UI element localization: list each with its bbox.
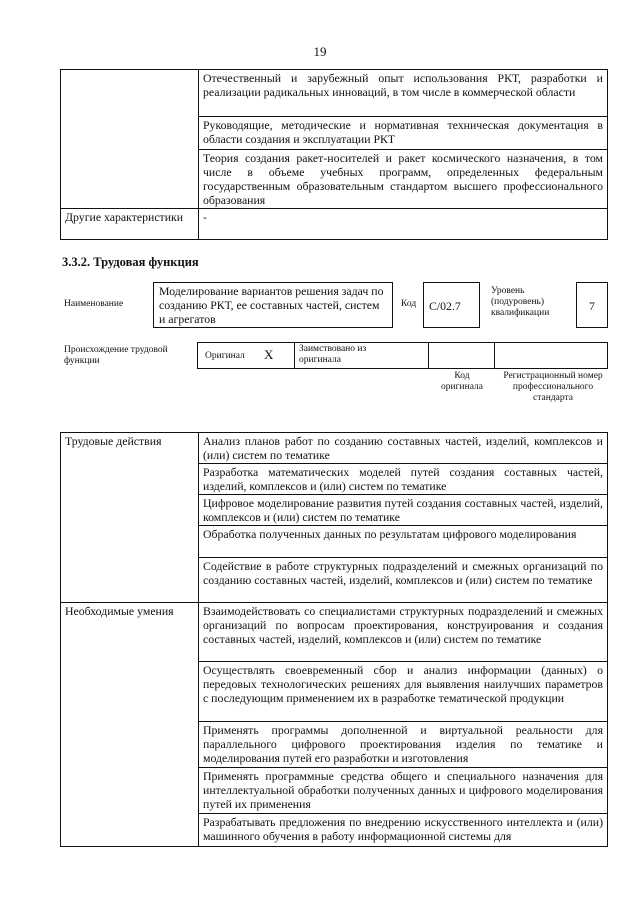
reg-number-caption: Регистрационный номер профессионального стандарта (503, 371, 603, 403)
table-cell: Отечественный и зарубежный опыт использования РКТ, разработки и реализации радикальных инноваций, в том числе в коммерческой области (199, 70, 608, 117)
function-name-box (153, 282, 393, 328)
table-row (61, 603, 608, 662)
original-label: Оригинал (205, 351, 245, 361)
table-cell: Руководящие, методические и нормативная техническая документация в области создания и эксплуатации РКТ (199, 117, 608, 150)
original-mark: X (264, 347, 274, 362)
code-original-caption: Код оригинала (441, 371, 483, 392)
divider (294, 342, 295, 369)
section-title: 3.3.2. Трудовая функция (62, 255, 199, 269)
table-cell: Разработка математических моделей путей создания составных частей, изделий, комплексов и (или) систем по тематике (199, 464, 608, 495)
function-code-value: С/02.7 (429, 299, 461, 313)
top-table (60, 69, 608, 240)
borrowed-label: Заимствовано из оригинала (299, 344, 367, 365)
table-row (61, 209, 608, 240)
divider (428, 342, 429, 369)
required-skills-label: Необходимые умения (61, 603, 199, 847)
function-name-value: Моделирование вариантов решения задач по созданию РКТ, ее составных частей, систем и агрегатов (159, 284, 384, 326)
table-cell: Анализ планов работ по созданию составных частей, изделий, комплексов и (или) систем по тематике (199, 433, 608, 464)
name-label: Наименование (64, 299, 124, 309)
table-cell: Разрабатывать предложения по внедрению искусственного интеллекта и (или) машинного обучения в работу информационной системы для (199, 814, 608, 847)
table-cell: Взаимодействовать со специалистами структурных подразделений и смежных организаций по вопросам проектирования, конструирования и создания составных частей, изделий, комплексов и (или) систем по тематике (199, 603, 608, 662)
table-cell: Осуществлять своевременный сбор и анализ информации (данных) о передовых технологических решениях для выявления наилучших параметров с последующим применением их в разработке тематической продукции (199, 662, 608, 722)
table-cell: Теория создания ракет-носителей и ракет космического назначения, в том числе в объеме учебных программ, определенных федеральным государственным образовательным стандартом высшего профессионального образования (199, 150, 608, 209)
other-characteristics-label: Другие характеристики (61, 209, 199, 240)
page-number: 19 (313, 44, 327, 59)
labor-function-table (60, 432, 608, 847)
divider (494, 342, 495, 369)
origin-label: Происхождение трудовой функции (64, 345, 168, 366)
table-cell: Применять программные средства общего и специального назначения для интеллектуальной обработки полученных данных и цифрового моделирования путей их применения (199, 768, 608, 814)
other-characteristics-value: - (199, 209, 608, 240)
table-row (61, 70, 608, 117)
table-cell: Применять программы дополненной и виртуальной реальности для параллельного цифрового проектирования изделия по тематике и моделирования путей его разработки и изготовления (199, 722, 608, 768)
code-label: Код (401, 299, 417, 309)
table-row (61, 433, 608, 464)
table-cell: Обработка полученных данных по результатам цифрового моделирования (199, 526, 608, 558)
level-value: 7 (589, 299, 595, 313)
table-cell: Цифровое моделирование развития путей создания составных частей, изделий, комплексов и (или) систем по тематике (199, 495, 608, 526)
level-value-box (576, 282, 608, 328)
table-cell: Содействие в работе структурных подразделений и смежных организаций по созданию составных частей, изделий, комплексов и (или) систем по тематике (199, 558, 608, 603)
level-label: Уровень (подуровень) квалификации (491, 286, 550, 318)
function-code-box (423, 282, 480, 328)
top-table-label-cell (61, 70, 199, 209)
labor-actions-label: Трудовые действия (61, 433, 199, 603)
